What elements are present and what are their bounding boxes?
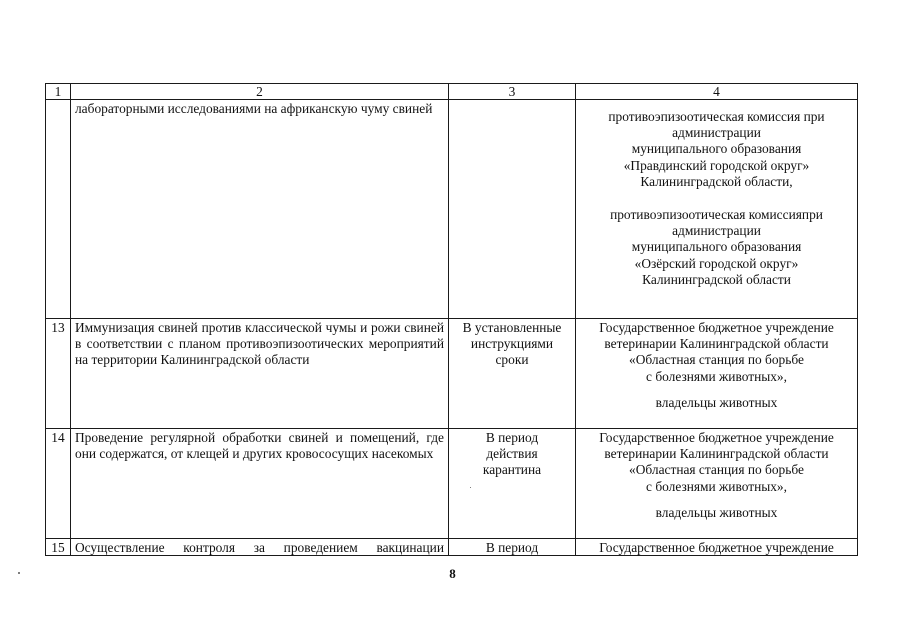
executor-line: Калининградской области, — [640, 173, 793, 189]
scan-speck — [18, 572, 20, 574]
header-col-3: 3 — [449, 84, 576, 100]
header-col-1: 1 — [46, 84, 71, 100]
row-executor — [576, 319, 858, 429]
executor-block-1 — [580, 109, 853, 190]
term-line: действия — [486, 446, 538, 462]
executor-line: с болезнями животных», — [646, 368, 787, 384]
executor-line: «Областная станция по борьбе — [629, 462, 804, 478]
executor-line: муниципального образования — [631, 239, 802, 255]
row-description: лабораторными исследованиями на африканскую чуму свиней — [71, 100, 449, 319]
table-row — [46, 319, 858, 429]
page-number: 8 — [449, 566, 456, 581]
row-executor: Государственное бюджетное учреждение — [576, 539, 858, 556]
executor-line: Государственное бюджетное учреждение — [599, 320, 834, 335]
term-line: инструкциями — [470, 336, 554, 352]
term-line: В период — [485, 430, 539, 445]
row-executor — [576, 100, 858, 319]
row-term — [449, 429, 576, 539]
row-number — [46, 100, 71, 319]
table-row — [46, 539, 858, 556]
executor-line: Государственное бюджетное учреждение — [599, 430, 834, 445]
measures-table — [45, 83, 858, 556]
term-line: сроки — [495, 352, 529, 368]
executor-line: Калининградской области — [642, 271, 791, 287]
executor-line: «Правдинский городской округ» — [623, 157, 810, 173]
scan-speck — [470, 487, 471, 488]
row-executor — [576, 429, 858, 539]
row-term — [449, 319, 576, 429]
header-col-4: 4 — [576, 84, 858, 100]
executor-line: противоэпизоотическая комиссия при — [608, 109, 825, 124]
row-number: 14 — [46, 429, 71, 539]
row-number: 13 — [46, 319, 71, 429]
executor-line: с болезнями животных», — [646, 478, 787, 494]
executor-line: ветеринарии Калининградской области — [604, 336, 829, 352]
table-header-row — [46, 84, 858, 100]
executor-line: владельцы животных — [655, 394, 778, 410]
executor-line: владельцы животных — [655, 504, 778, 520]
row-number: 15 — [46, 539, 71, 556]
executor-line: «Областная станция по борьбе — [629, 352, 804, 368]
row-description: Проведение регулярной обработки свиней и помещений, где они содержатся, от клещей и других кровососущих насекомых — [71, 429, 449, 539]
executor-line: «Озёрский городской округ» — [634, 255, 799, 271]
executor-block-2 — [580, 207, 853, 288]
executor-line: администрации — [672, 223, 761, 239]
executor-line: администрации — [672, 125, 761, 141]
header-col-2: 2 — [71, 84, 449, 100]
executor-line: муниципального образования — [631, 141, 802, 157]
row-description: Осуществление контроля за проведением вакцинации — [71, 539, 449, 556]
row-description: Иммунизация свиней против классической чумы и рожи свиней в соответствии с планом противоэпизоотических мероприятий на территории Калининградской области — [71, 319, 449, 429]
executor-line: ветеринарии Калининградской области — [604, 446, 829, 462]
term-line: В установленные — [462, 320, 562, 335]
executor-line: противоэпизоотическая комиссияпри — [610, 207, 823, 223]
term-line: карантина — [482, 462, 542, 478]
table-row — [46, 429, 858, 539]
row-term: В период — [449, 539, 576, 556]
table-row — [46, 100, 858, 319]
row-term — [449, 100, 576, 319]
